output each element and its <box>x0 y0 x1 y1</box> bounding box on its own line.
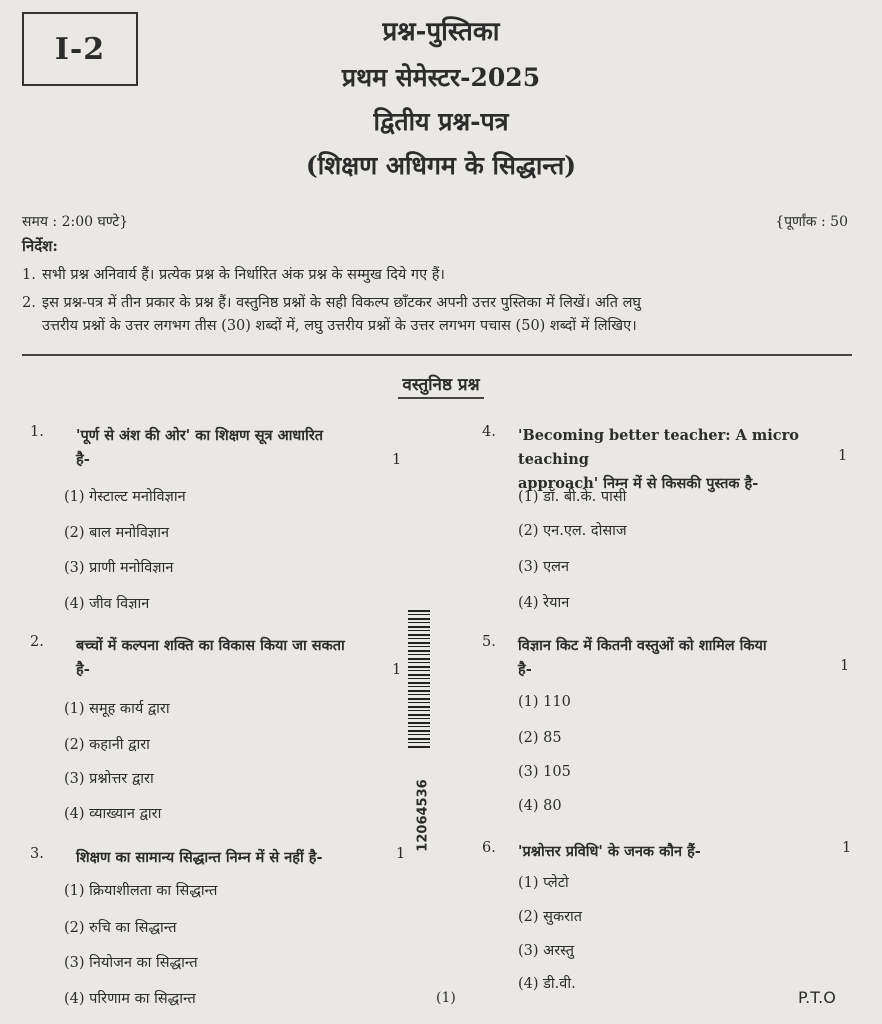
question-line: है- <box>518 661 532 678</box>
instruction-text-continued: उत्तरीय प्रश्नों के उत्तर लगभग तीस (30) शब्दों में, लघु उत्तरीय प्रश्नों के उत्तर लगभग पचास (50) शब्दों में लिखिए। <box>42 318 637 334</box>
question-marks: 1 <box>840 658 850 674</box>
option: (2) कहानी द्वारा <box>64 737 150 753</box>
option: (1) प्लेटो <box>518 875 569 891</box>
option: (3) 105 <box>518 764 571 780</box>
option: (2) सुकरात <box>518 909 583 925</box>
question-marks: 1 <box>838 448 848 464</box>
instruction-text: सभी प्रश्न अनिवार्य हैं। प्रत्येक प्रश्न के निर्धारित अंक प्रश्न के सम्मुख दिये गए हैं। <box>42 267 445 283</box>
option: (1) डॉ. बी.के. पासी <box>518 489 627 505</box>
option: (1) क्रियाशीलता का सिद्धान्त <box>64 883 218 899</box>
question-marks: 1 <box>396 846 406 862</box>
question-number: 1. <box>30 424 44 440</box>
question-line: 'पूर्ण से अंश की ओर' का शिक्षण सूत्र आधारित <box>76 427 324 444</box>
instruction-1 <box>22 264 852 287</box>
instructions-title: निर्देश: <box>22 237 58 255</box>
question-text <box>518 634 852 682</box>
page-number: (1) <box>436 990 456 1006</box>
semester-title: प्रथम सेमेस्टर-2025 <box>341 63 541 92</box>
question-text: 'प्रश्नोत्तर प्रविधि' के जनक कौन हैं- <box>518 843 701 860</box>
option: (1) 110 <box>518 694 571 710</box>
barcode <box>408 610 430 750</box>
question-marks: 1 <box>842 840 852 856</box>
option: (2) बाल मनोविज्ञान <box>64 525 170 541</box>
section-heading-text: वस्तुनिष्ठ प्रश्न <box>398 375 483 399</box>
question-line: बच्चों में कल्पना शक्ति का विकास किया जा सकता <box>76 637 345 654</box>
question-line: है- <box>76 451 90 468</box>
question-line: 'Becoming better teacher: A micro teaching <box>518 427 799 468</box>
question-marks: 1 <box>392 452 402 468</box>
option: (3) अरस्तु <box>518 943 575 959</box>
option: (3) प्राणी मनोविज्ञान <box>64 560 174 576</box>
option: (4) डी.वी. <box>518 976 576 992</box>
section-heading <box>0 372 882 395</box>
question-line: approach' निम्न में से किसकी पुस्तक है- <box>518 475 759 492</box>
option: (3) एलन <box>518 559 570 575</box>
option: (4) परिणाम का सिद्धान्त <box>64 991 196 1007</box>
instruction-text: इस प्रश्न-पत्र में तीन प्रकार के प्रश्न हैं। वस्तुनिष्ठ प्रश्नों के सही विकल्प छाँटकर अपनी उत्तर पुस्तिका में लिखें। अति लघु <box>42 295 641 311</box>
paper-title: द्वितीय प्रश्न-पत्र <box>373 107 509 136</box>
instruction-number: 2. <box>22 295 36 311</box>
question-text <box>76 424 410 472</box>
question-text: शिक्षण का सामान्य सिद्धान्त निम्न में से नहीं है- <box>76 849 323 866</box>
divider-line <box>22 354 852 356</box>
option: (4) जीव विज्ञान <box>64 596 150 612</box>
option: (2) 85 <box>518 730 562 746</box>
question-number: 2. <box>30 634 44 650</box>
option: (2) रुचि का सिद्धान्त <box>64 920 177 936</box>
option: (2) एन.एल. दोसाज <box>518 523 627 539</box>
question-number: 5. <box>482 634 496 650</box>
option: (4) रेयान <box>518 595 570 611</box>
question-number: 3. <box>30 846 44 862</box>
pto-label: P.T.O <box>798 988 836 1007</box>
question-number: 6. <box>482 840 496 856</box>
subject-title: (शिक्षण अधिगम के सिद्धान्त) <box>305 151 577 180</box>
option: (3) नियोजन का सिद्धान्त <box>64 955 198 971</box>
time-allowed: समय : 2:00 घण्टे} <box>22 214 129 230</box>
option: (4) 80 <box>518 798 562 814</box>
question-line: है- <box>76 661 90 678</box>
instruction-2 <box>22 292 852 338</box>
paper-code: I-2 <box>54 31 106 67</box>
option: (3) प्रश्नोत्तर द्वारा <box>64 771 154 787</box>
option: (4) व्याख्यान द्वारा <box>64 806 162 822</box>
question-text <box>76 634 410 682</box>
option: (1) समूह कार्य द्वारा <box>64 701 170 717</box>
booklet-title: प्रश्न-पुस्तिका <box>382 17 500 47</box>
question-number: 4. <box>482 424 496 440</box>
question-marks: 1 <box>392 662 402 678</box>
option: (1) गेस्टाल्ट मनोविज्ञान <box>64 489 186 505</box>
instruction-number: 1. <box>22 267 36 283</box>
serial-number: 12064536 <box>415 779 431 852</box>
question-line: विज्ञान किट में कितनी वस्तुओं को शामिल किया <box>518 637 767 654</box>
total-marks: {पूर्णांक : 50 <box>775 214 848 230</box>
